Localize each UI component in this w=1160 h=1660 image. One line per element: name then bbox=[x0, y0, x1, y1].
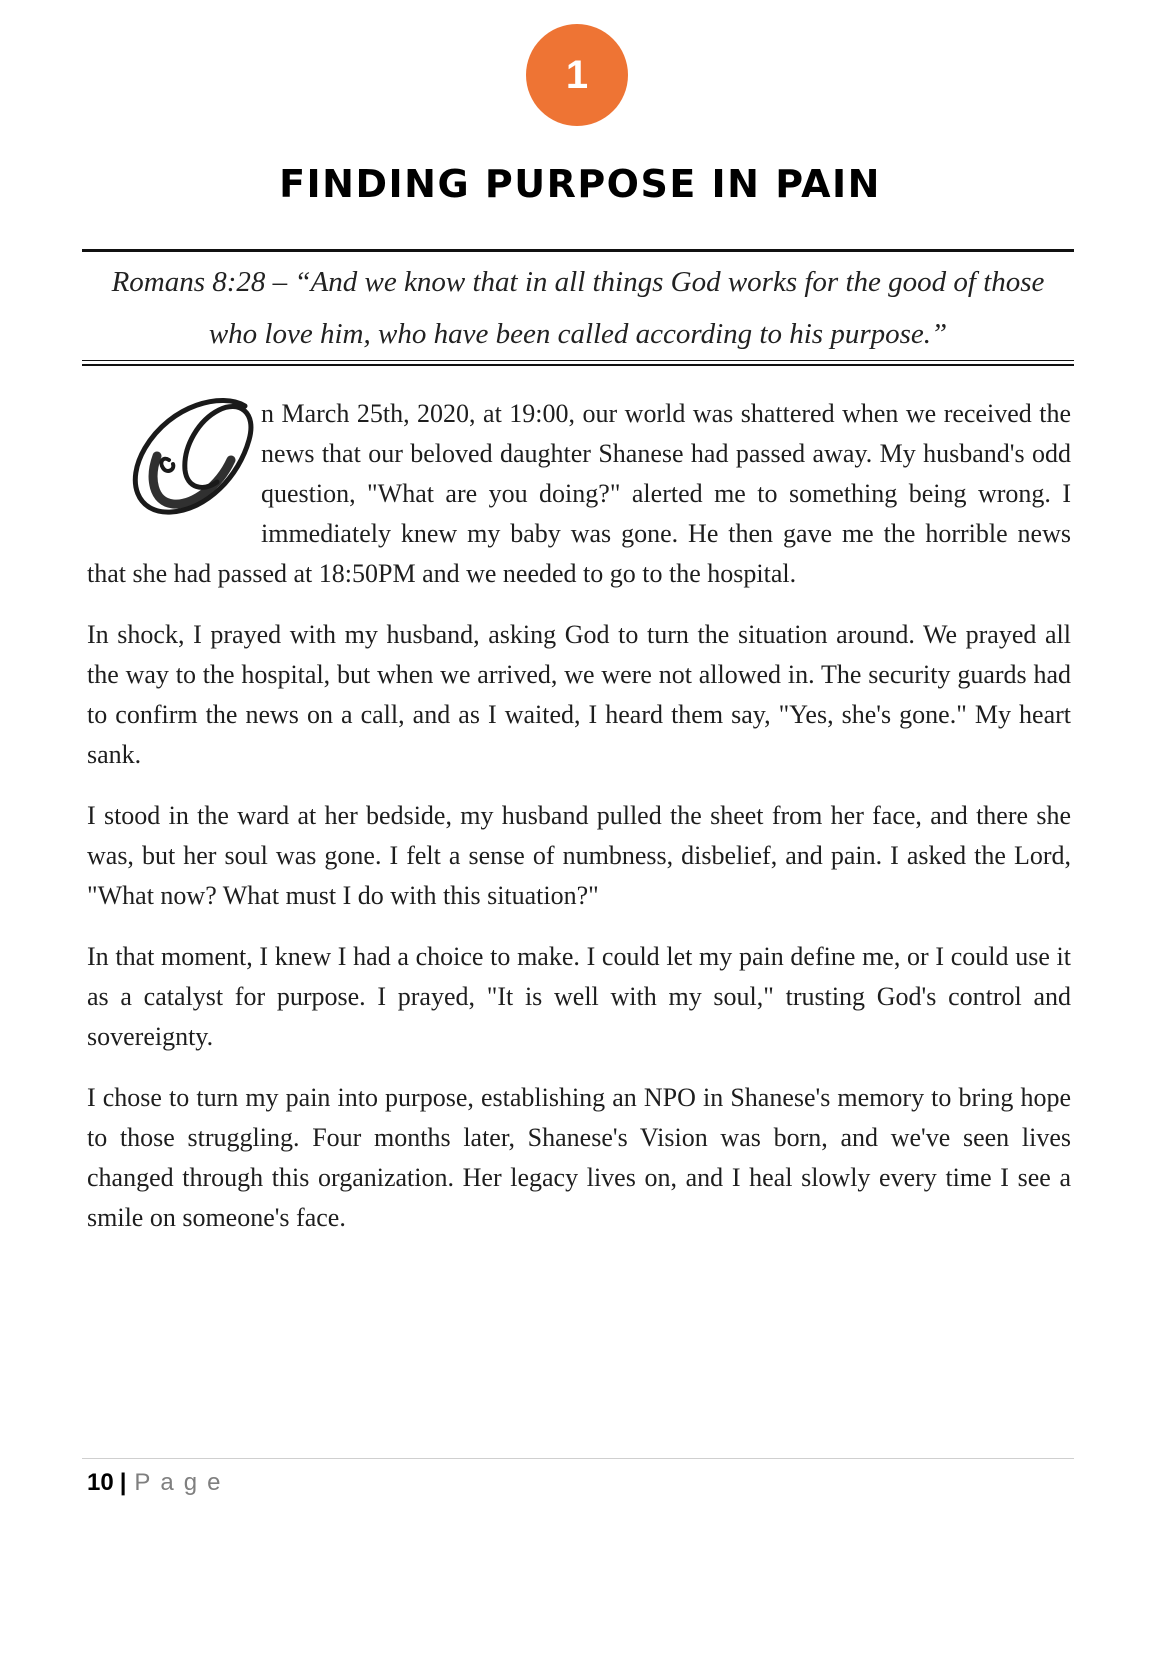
paragraph-1 bbox=[87, 394, 1071, 594]
paragraph-4: In that moment, I knew I had a choice to make. I could let my pain define me, or I could use it as a catalyst for purpose. I prayed, "It is well with my soul," trusting God's control and sovereignty. bbox=[87, 942, 1071, 1051]
footer-separator: | bbox=[119, 1469, 127, 1496]
scripture-quote-block bbox=[90, 256, 1066, 360]
footer-rule bbox=[82, 1458, 1074, 1459]
paragraph-5: I chose to turn my pain into purpose, establishing an NPO in Shanese's memory to bring hope to those struggling. Four months later, Shanese's Vision was born, and we've seen lives changed through this organization. Her legacy lives on, and I heal slowly every time I see a smile on someone's face. bbox=[87, 1083, 1071, 1232]
chapter-number: 1 bbox=[565, 52, 589, 97]
scripture-text: “And we know that in all things God works for the good of those who love him, who have been called according to his purpose.” bbox=[208, 266, 1045, 350]
page-label: Page bbox=[134, 1469, 231, 1496]
chapter-body bbox=[87, 394, 1071, 1259]
drop-cap-letter-o bbox=[127, 396, 257, 520]
paragraph-1-text: n March 25th, 2020, at 19:00, our world was shattered when we received the news that our beloved daughter Shanese had passed away. My husband's odd question, "What are you doing?" alerted me to something being wrong. I immediately knew my baby was gone. He then gave me the horrible news that she had passed at 18:50PM and we needed to go to the hospital. bbox=[87, 399, 1071, 588]
paragraph-2: In shock, I prayed with my husband, asking God to turn the situation around. We prayed all the way to the hospital, but when we arrived, we were not allowed in. The security guards had to confirm the news on a call, and as I waited, I heard them say, "Yes, she's gone." My heart sank. bbox=[87, 620, 1071, 769]
scripture-bottom-double-rule bbox=[82, 360, 1074, 366]
chapter-number-badge bbox=[526, 24, 628, 126]
page-footer bbox=[87, 1469, 230, 1497]
scripture-top-rule bbox=[82, 249, 1074, 252]
chapter-title: FINDING PURPOSE IN PAIN bbox=[279, 162, 881, 206]
drop-cap bbox=[87, 396, 255, 518]
page-number: 10 bbox=[87, 1469, 114, 1496]
paragraph-3: I stood in the ward at her bedside, my husband pulled the sheet from her face, and there she was, but her soul was gone. I felt a sense of numbness, disbelief, and pain. I asked the Lord, "What now? What must I do with this situation?" bbox=[87, 801, 1071, 910]
scripture-reference: Romans 8:28 – bbox=[111, 266, 295, 298]
